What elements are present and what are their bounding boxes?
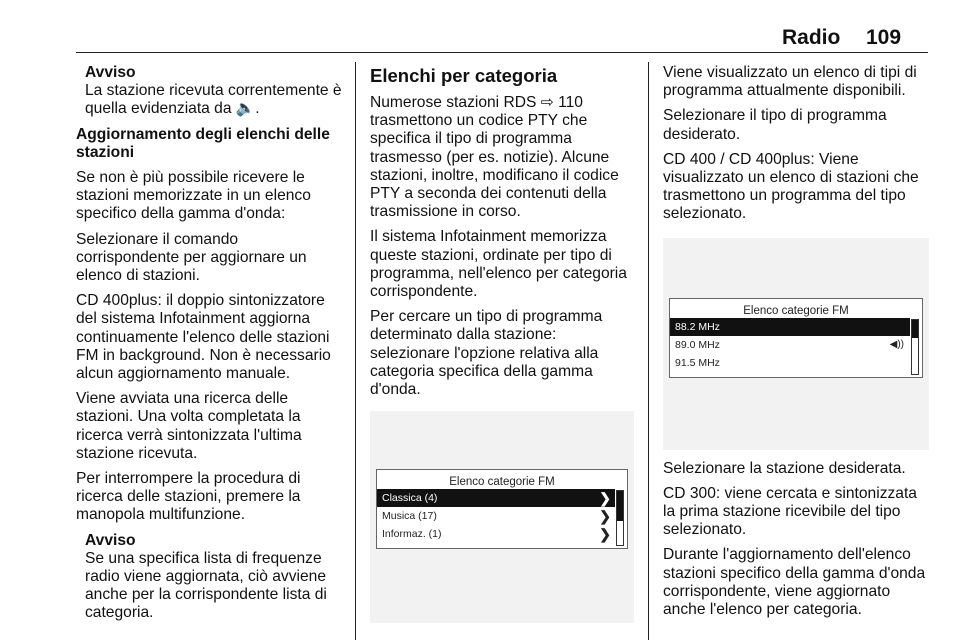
scrollbar <box>616 490 624 546</box>
paragraph: CD 300: viene cercata e sintonizzata la prima stazione ricevibile del tipo selezionato. <box>663 484 917 539</box>
list-item <box>377 489 615 507</box>
scrollbar-thumb <box>617 491 623 521</box>
paragraph: Se non è più possibile ricevere le stazioni memorizzate in un elenco specifico della gamma d'onda: <box>76 169 311 223</box>
scrollbar-thumb <box>912 320 918 338</box>
list-item-label: Informaz. (1) <box>382 528 442 541</box>
scrollbar <box>911 319 919 375</box>
paragraph: Viene visualizzato un elenco di tipi di programma attualmente disponibili. <box>663 64 917 100</box>
subheading: Aggiornamento degli elenchi delle stazioni <box>76 125 330 161</box>
chevron-right-icon: ❯ <box>599 526 611 543</box>
paragraph: Numerose stazioni RDS ⇨ 110 trasmettono un codice PTY che specifica il tipo di programma trasmesso (per es. notizie). Alcune stazioni, inoltre, modificano il codice PTY a seconda dei contenuti della trasmissione in corso. <box>370 94 619 221</box>
paragraph: Il sistema Infotainment memorizza queste stazioni, ordinate per tipo di programma, nell'elenco per categoria corrispondente. <box>370 228 627 301</box>
list-item-label: Musica (17) <box>382 510 437 523</box>
page-number: 109 <box>866 26 902 49</box>
paragraph: Viene avviata una ricerca delle stazioni. Una volta completata la ricerca verrà sintonizzata l'ultima stazione ricevuta. <box>76 390 302 462</box>
screen-title: Elenco categorie FM <box>743 304 849 317</box>
list-item <box>377 525 615 543</box>
note-title: Avviso <box>85 64 136 81</box>
chevron-right-icon: ❯ <box>599 508 611 525</box>
note-box <box>76 532 342 623</box>
paragraph: Selezionare il comando corrispondente per aggiornare un elenco di stazioni. <box>76 230 307 285</box>
list-item-label: Classica (4) <box>382 492 438 505</box>
header-rule <box>76 52 928 53</box>
note-title: Avviso <box>85 531 136 549</box>
column-2 <box>370 64 634 633</box>
list-item-label: 88.2 MHz <box>675 320 720 333</box>
paragraph: Durante l'aggiornamento dell'elenco stazioni specifico della gamma d'onda corrispondente, viene aggiornato anche l'elenco per categoria. <box>663 546 926 619</box>
paragraph: CD 400plus: il doppio sintonizzatore del sistema Infotainment aggiorna continuamente l'elenco delle stazioni FM in background. Non è necessario alcun aggiornamento manuale. <box>76 292 331 383</box>
display-screen <box>669 298 923 378</box>
chevron-right-icon: ❯ <box>599 490 611 507</box>
list-item <box>670 354 910 372</box>
column-3 <box>663 64 929 626</box>
paragraph: Per interrompere la procedura di ricerca delle stazioni, premere la manopola multifunzione. <box>76 470 301 524</box>
column-divider-1 <box>355 62 356 640</box>
speaker-icon: ◀)) <box>889 338 904 350</box>
paragraph: Selezionare la stazione desiderata. <box>663 459 906 477</box>
paragraph: Selezionare il tipo di programma desiderato. <box>663 107 887 143</box>
list-item-label: 91.5 MHz <box>675 356 720 369</box>
paragraph: CD 400 / CD 400plus: Viene visualizzato un elenco di stazioni che trasmettono un programma del tipo selezionato. <box>663 150 919 223</box>
category-list-screenshot <box>370 411 634 623</box>
column-divider-2 <box>648 62 649 640</box>
note-text: Se una specifica lista di frequenze radio viene aggiornata, ciò avviene anche per la corrispondente lista di categoria. <box>85 549 327 622</box>
note-text: La stazione ricevuta correntemente è quella evidenziata da 🔈. <box>85 82 342 118</box>
station-list-screenshot <box>663 238 929 450</box>
list-item-label: 89.0 MHz <box>675 338 720 351</box>
list-item <box>670 336 910 354</box>
paragraph: Per cercare un tipo di programma determinato dalla stazione: selezionare l'opzione relativa alla categoria specifica della gamma d'onda. <box>370 308 603 399</box>
list-item <box>377 507 615 525</box>
section-heading: Elenchi per categoria <box>370 65 558 86</box>
display-screen <box>376 469 628 549</box>
screen-title: Elenco categorie FM <box>449 476 555 489</box>
note-box <box>76 64 342 119</box>
list-item <box>670 318 910 336</box>
column-1 <box>76 64 342 630</box>
section-title: Radio <box>782 26 841 49</box>
